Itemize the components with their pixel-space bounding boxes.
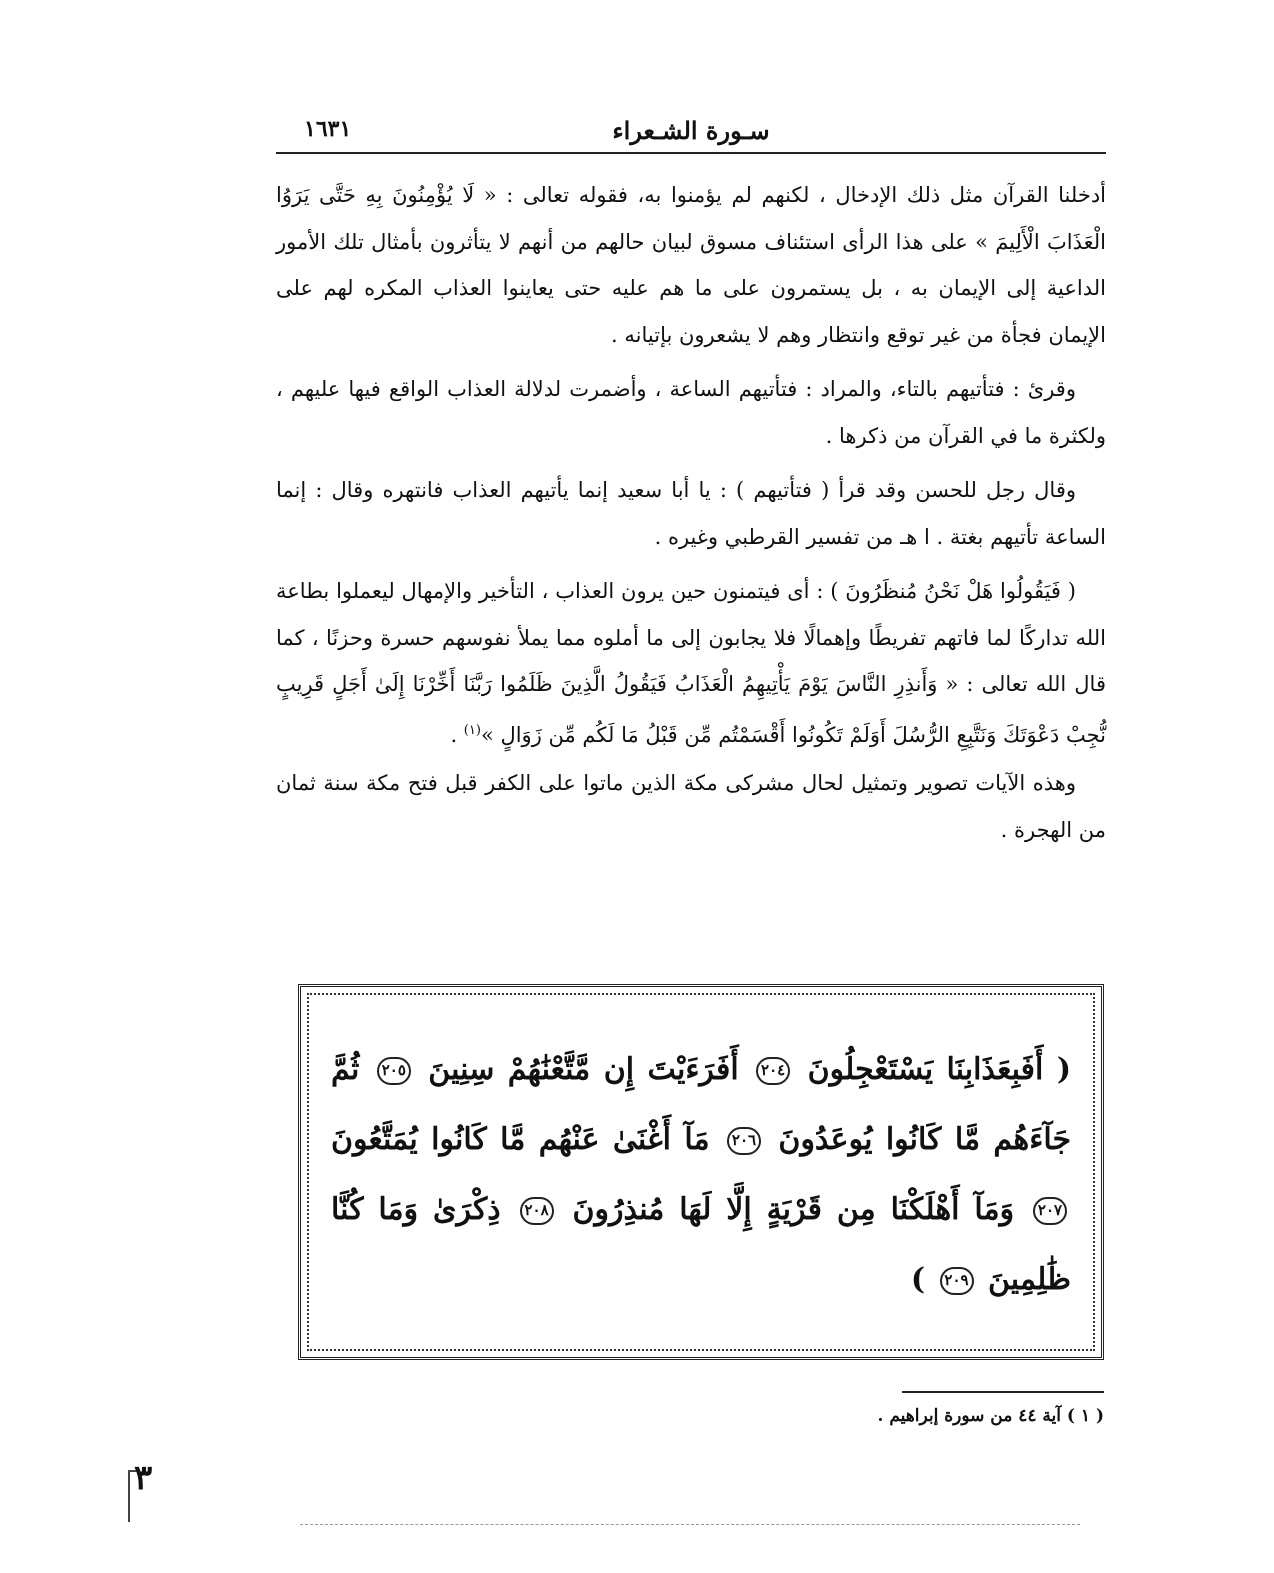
header-divider xyxy=(276,152,1106,154)
ayah-number-marker: ٢٠٨ xyxy=(520,1197,554,1225)
paragraph: أدخلنا القرآن مثل ذلك الإدخال ، لكنهم لم يؤمنوا به، فقوله تعالى : « لَا يُؤْمِنُونَ بِهِ حَتَّى يَرَوُا الْعَذَابَ الْأَلِيمَ » على هذا الرأى استئناف مسوق لبيان حالهم من أنهم لا يتأثرون بأمثال تلك الأمور الداعية إلى الإيمان به ، بل يستمرون على ما هم عليه حتى يعاينوا العذاب المكره لهم على الإيمان فجأة من غير توقع وانتظار وهم لا يشعرون بإتيانه . xyxy=(276,183,1106,347)
signature-mark: ٣ xyxy=(134,1458,153,1498)
ayah-number-marker: ٢٠٧ xyxy=(1033,1197,1067,1225)
quran-verses xyxy=(331,1035,1071,1315)
ayah-number-marker: ٢٠٩ xyxy=(940,1267,974,1295)
ayah-number-marker: ٢٠٦ xyxy=(727,1127,761,1155)
quran-open-bracket: ( xyxy=(1043,1052,1072,1087)
paragraph-text: ( فَيَقُولُوا هَلْ نَحْنُ مُنظَرُونَ ) : أى فيتمنون حين يرون العذاب ، التأخير والإمهال ليعملوا بطاعة الله تداركًا لما فاتهم تفريطًا وإهمالًا فلا يجابون إلى ما أملوه مما يملأ نفوسهم حسرة وحزنًا ، كما قال الله تعالى : « وَأَنذِرِ النَّاسَ يَوْمَ يَأْتِيهِمُ الْعَذَابُ فَيَقُولُ الَّذِينَ ظَلَمُوا رَبَّنَا أَخِّرْنَا إِلَىٰ أَجَلٍ قَرِيبٍ نُّجِبْ دَعْوَتَكَ وَنَتَّبِعِ الرُّسُلَ أَوَلَمْ تَكُونُوا أَقْسَمْتُم مِّن قَبْلُ مَا لَكُم مِّن زَوَالٍ » xyxy=(276,579,1106,747)
quran-verses-frame xyxy=(298,984,1104,1360)
surah-title: سـورة الشـعراء xyxy=(612,116,770,145)
verse-text: مَآ أَغْنَىٰ عَنْهُم مَّا كَانُوا يُمَتَّعُونَ xyxy=(331,1122,710,1157)
footnote-reference: (١) xyxy=(463,722,481,738)
footnote-divider xyxy=(902,1391,1104,1393)
page-number: ١٦٣١ xyxy=(304,116,352,142)
footnote: ( ١ ) آية ٤٤ من سورة إبراهيم . xyxy=(877,1406,1104,1426)
verse-text: أَفَبِعَذَابِنَا يَسْتَعْجِلُونَ xyxy=(807,1052,1044,1087)
ayah-number-marker: ٢٠٥ xyxy=(377,1057,411,1085)
page-header xyxy=(276,112,1106,152)
bottom-dashed-line xyxy=(300,1524,1080,1525)
verse-text: ثُمَّ جَآءَهُم مَّا كَانُوا يُوعَدُونَ xyxy=(331,1052,1072,1157)
quran-close-bracket: ) xyxy=(910,1262,936,1297)
paragraph: وقال رجل للحسن وقد قرأ ( فتأتيهم ) : يا أبا سعيد إنما يأتيهم العذاب فانتهره وقال : إنما الساعة تأتيهم بغتة . ا هـ من تفسير القرطبي وغيره . xyxy=(276,478,1106,549)
paragraph: وقرئ : فتأتيهم بالتاء، والمراد : فتأتيهم الساعة ، وأضمرت لدلالة العذاب الواقع فيها عليهم ، ولكثرة ما في القرآن من ذكرها . xyxy=(276,377,1106,448)
paragraph: وهذه الآيات تصوير وتمثيل لحال مشركى مكة الذين ماتوا على الكفر قبل فتح مكة سنة ثمان من الهجرة . xyxy=(276,771,1106,842)
commentary-text xyxy=(276,172,1106,861)
verse-text: ذِكْرَىٰ وَمَا كُنَّا ظَٰلِمِينَ xyxy=(331,1192,1071,1297)
verse-text: وَمَآ أَهْلَكْنَا مِن قَرْيَةٍ إِلَّا لَهَا مُنذِرُونَ xyxy=(572,1192,1015,1227)
ayah-number-marker: ٢٠٤ xyxy=(756,1057,790,1085)
paragraph-with-footnote: ( فَيَقُولُوا هَلْ نَحْنُ مُنظَرُونَ ) : أى فيتمنون حين يرون العذاب ، التأخير والإمهال ليعملوا بطاعة الله تداركًا لما فاتهم تفريطًا وإهمالًا فلا يجابون إلى ما أملوه مما يملأ نفوسهم حسرة وحزنًا ، كما قال الله تعالى : « وَأَنذِرِ النَّاسَ يَوْمَ يَأْتِيهِمُ الْعَذَابُ فَيَقُولُ الَّذِينَ ظَلَمُوا رَبَّنَا أَخِّرْنَا إِلَىٰ أَجَلٍ قَرِيبٍ نُّجِبْ دَعْوَتَكَ وَنَتَّبِعِ الرُّسُلَ أَوَلَمْ تَكُونُوا أَقْسَمْتُم مِّن قَبْلُ مَا لَكُم مِّن زَوَالٍ »$^{(١)}$ . xyxy=(276,579,1106,747)
verse-text: أَفَرَءَيْتَ إِن مَّتَّعْنَٰهُمْ سِنِينَ xyxy=(428,1052,739,1087)
